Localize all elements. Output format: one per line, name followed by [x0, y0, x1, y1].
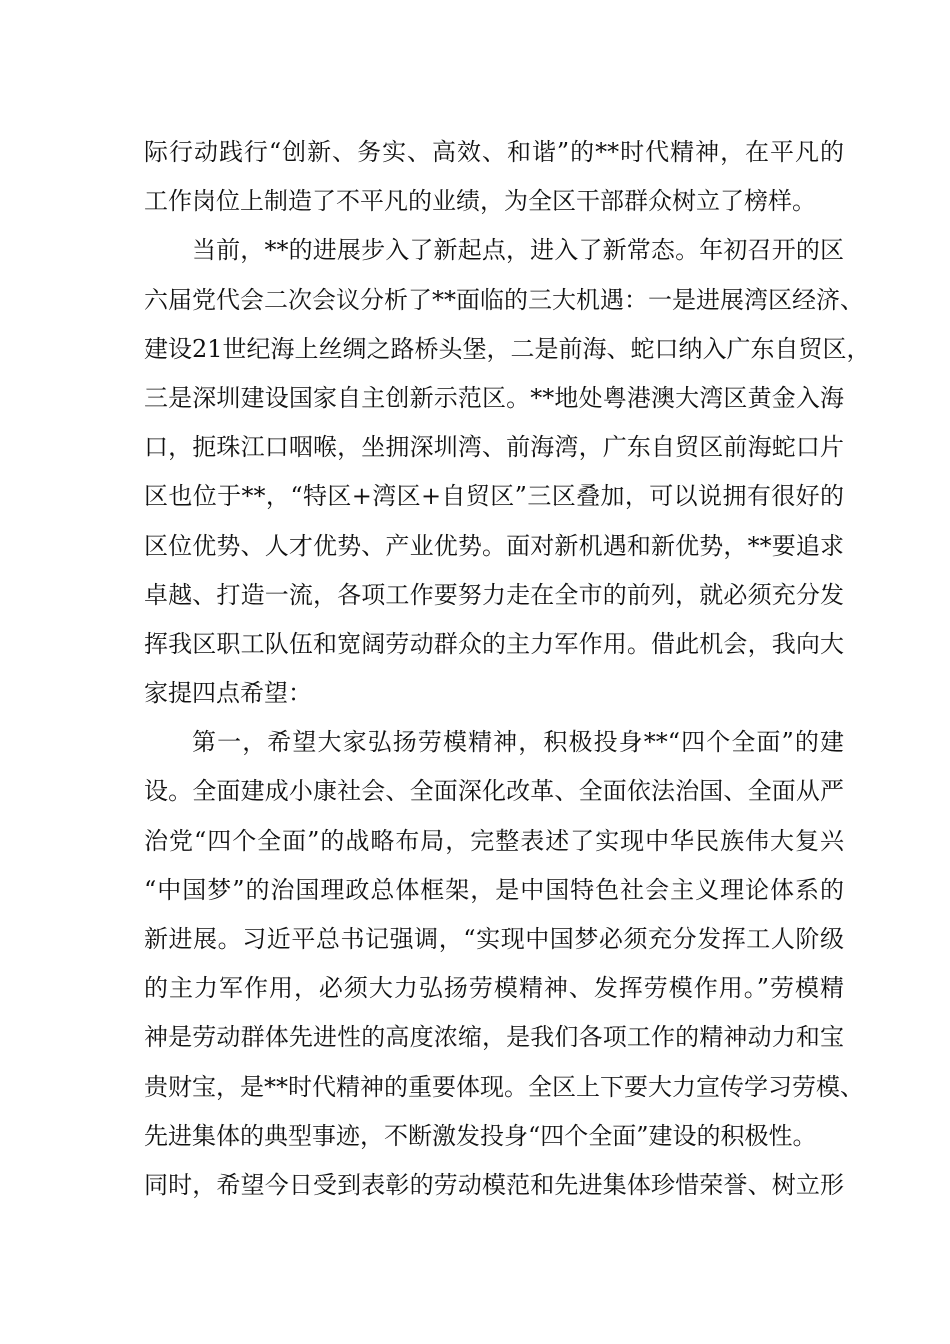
paragraph-start-line: 第一，希望大家弘扬劳模精神，积极投身**“四个全面”的建	[192, 728, 844, 757]
text-line: 挥我区职工队伍和宽阔劳动群众的主力军作用。借此机会，我向大	[144, 629, 844, 658]
paragraph-start-line: 当前，**的进展步入了新起点，进入了新常态。年初召开的区	[192, 236, 844, 265]
text-line: 神是劳动群体先进性的高度浓缩，是我们各项工作的精神动力和宝	[144, 1023, 844, 1052]
text-line: 新进展。习近平总书记强调，“实现中国梦必须充分发挥工人阶级	[144, 925, 844, 953]
body-text	[144, 128, 871, 1210]
text-line: 区位优势、人才优势、产业优势。面对新机遇和新优势，**要追求	[144, 531, 844, 560]
text-line: 区也位于**，“特区+湾区+自贸区”三区叠加，可以说拥有很好的	[144, 482, 844, 511]
text-line: 的主力军作用，必须大力弘扬劳模精神、发挥劳模作用。”劳模精	[144, 974, 844, 1003]
text-line: 口，扼珠江口咽喉，坐拥深圳湾、前海湾，广东自贸区前海蛇口片	[144, 433, 844, 462]
text-line: 同时，希望今日受到表彰的劳动模范和先进集体珍惜荣誉、树立形	[144, 1170, 844, 1199]
text-line: 治党“四个全面”的战略布局，完整表述了实现中华民族伟大复兴	[144, 826, 844, 855]
text-line: 际行动践行“创新、务实、高效、和谐”的**时代精神，在平凡的	[144, 138, 844, 166]
text-line: 工作岗位上制造了不平凡的业绩，为全区干部群众树立了榜样。	[144, 187, 816, 216]
text-line: 贵财宝，是**时代精神的重要体现。全区上下要大力宣传学习劳模、	[144, 1072, 864, 1101]
text-line: 家提四点希望：	[144, 679, 312, 708]
text-line: 建设21世纪海上丝绸之路桥头堡，二是前海、蛇口纳入广东自贸区，	[144, 334, 871, 363]
text-line: 设。全面建成小康社会、全面深化改革、全面依法治国、全面从严	[144, 777, 844, 806]
text-line: 六届党代会二次会议分析了**面临的三大机遇：一是进展湾区经济、	[144, 285, 864, 314]
text-line: 卓越、打造一流，各项工作要努力走在全市的前列，就必须充分发	[144, 580, 844, 609]
text-line: “中国梦”的治国理政总体框架，是中国特色社会主义理论体系的	[144, 875, 844, 904]
text-line: 先进集体的典型事迹，不断激发投身“四个全面”建设的积极性。	[144, 1121, 817, 1150]
text-line: 三是深圳建设国家自主创新示范区。**地处粤港澳大湾区黄金入海	[144, 383, 844, 412]
